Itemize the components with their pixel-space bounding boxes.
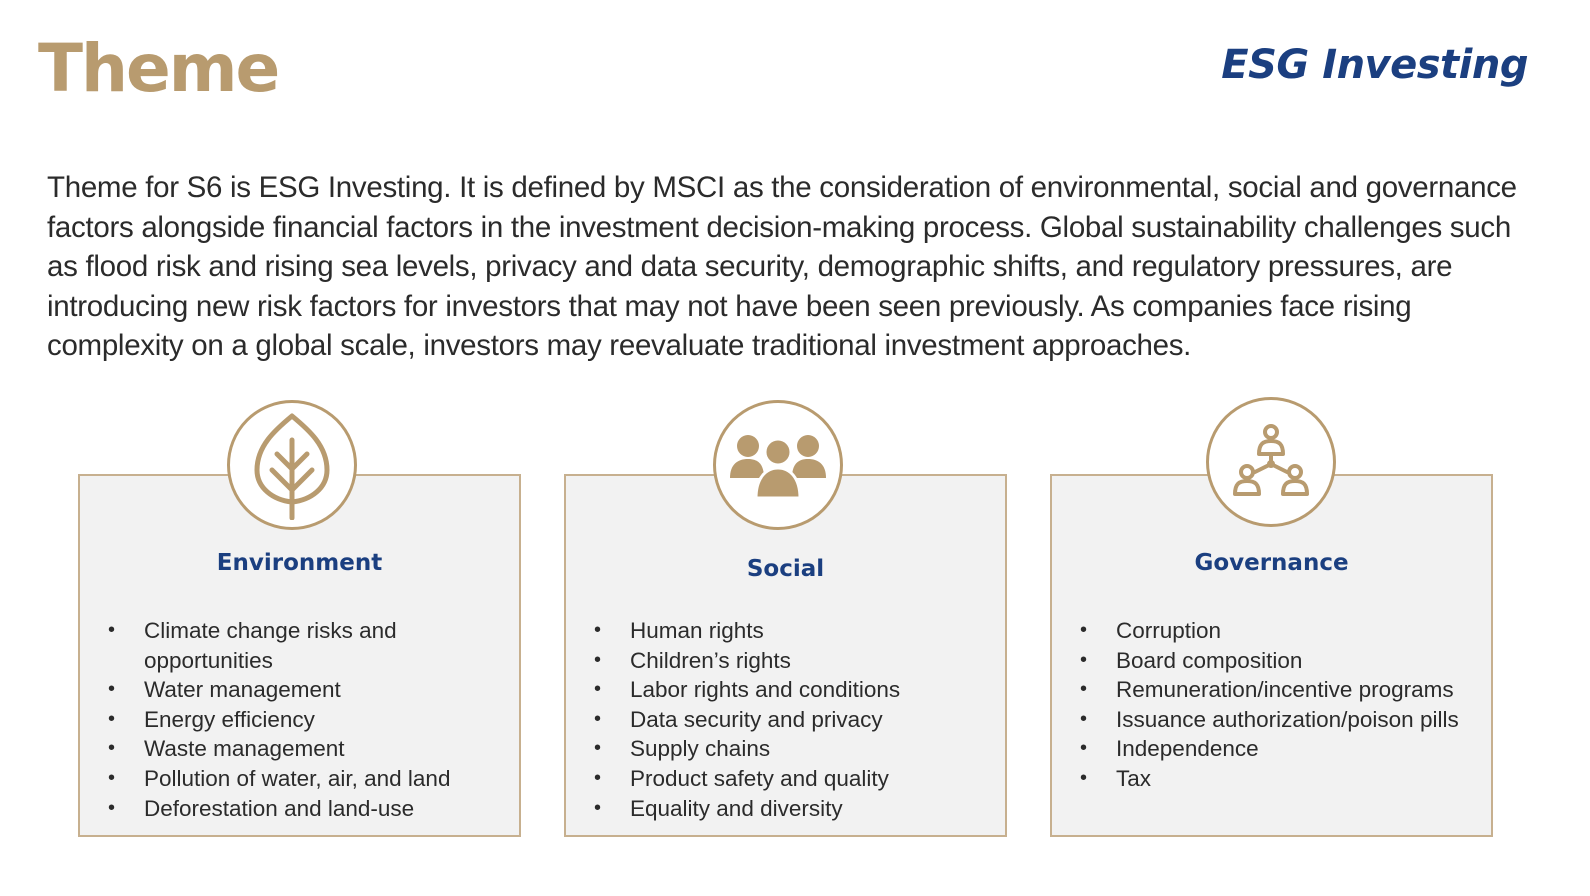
intro-paragraph: Theme for S6 is ESG Investing. It is defined by MSCI as the consideration of environmental, social and governance factors alongside financial factors in the investment decision-making process. Global sustainability challenges such as flood risk and rising sea levels, privacy and data security, demographic shifts, and regulatory pressures, are introducing new risk factors for investors that may not have been seen previously. As companies face rising complexity on a global scale, investors may reevaluate traditional investment approaches. <box>47 171 1517 362</box>
list-item: • Climate change risks and opportunities <box>108 618 397 673</box>
environment-heading: Environment <box>216 550 383 576</box>
list-item: • Issuance authorization/poison pills <box>1080 706 1459 732</box>
list-item: • Board composition <box>1080 647 1303 673</box>
list-item: • Equality and diversity <box>594 795 843 821</box>
topic-label: ESG Investing <box>1221 42 1528 88</box>
list-item: • Human rights <box>594 618 764 643</box>
list-item: • Remuneration/incentive programs <box>1080 677 1454 703</box>
environment-icon-circle <box>227 400 357 530</box>
list-item: • Tax <box>1080 765 1152 791</box>
list-item: • Water management <box>108 677 341 703</box>
leaf-icon <box>247 410 337 520</box>
social-list <box>594 616 900 823</box>
list-item: • Waste management <box>108 736 345 762</box>
social-heading: Social <box>746 556 825 582</box>
org-hierarchy-icon <box>1231 422 1311 502</box>
list-item: • Corruption <box>1080 618 1222 643</box>
list-item: • Supply chains <box>594 736 771 762</box>
social-icon-circle <box>713 400 843 530</box>
list-item: • Product safety and quality <box>594 765 889 791</box>
governance-card <box>1050 474 1493 837</box>
list-item: • Independence <box>1080 736 1259 762</box>
environment-list <box>108 616 519 823</box>
governance-heading: Governance <box>1194 550 1349 576</box>
list-item: • Data security and privacy <box>594 706 883 732</box>
page-title: Theme <box>38 30 279 107</box>
governance-list <box>1080 616 1459 794</box>
list-item: • Pollution of water, air, and land <box>108 765 451 791</box>
list-item: • Labor rights and conditions <box>594 677 901 703</box>
list-item: • Children’s rights <box>594 647 791 673</box>
governance-icon-circle <box>1206 397 1336 527</box>
list-item: • Energy efficiency <box>108 706 315 732</box>
people-group-icon <box>730 430 826 500</box>
list-item: • Deforestation and land-use <box>108 795 415 821</box>
